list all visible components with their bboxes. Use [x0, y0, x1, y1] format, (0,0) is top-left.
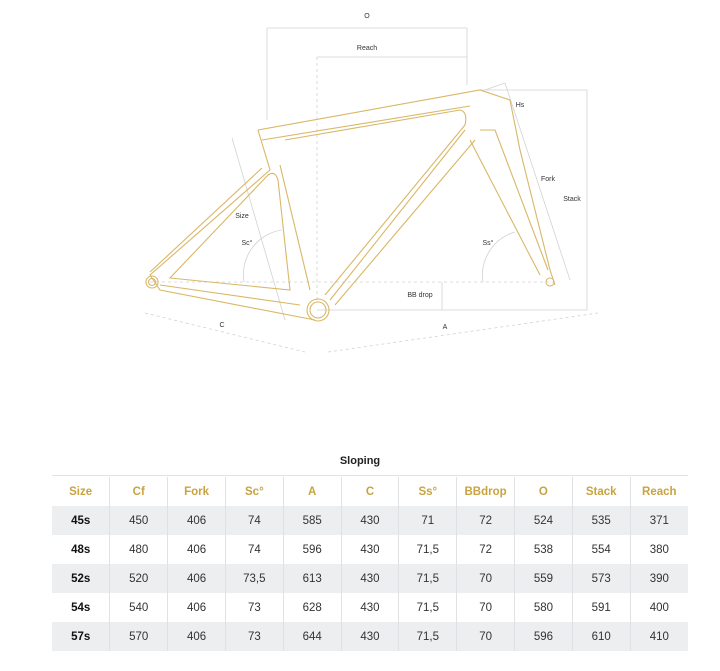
cell: 70 — [457, 622, 515, 651]
cell: 406 — [168, 506, 226, 535]
cell: 70 — [457, 564, 515, 593]
cell: 406 — [168, 564, 226, 593]
cell: 585 — [283, 506, 341, 535]
label-ss: Ss° — [482, 240, 494, 247]
cell: 371 — [630, 506, 688, 535]
column-header-fork: Fork — [168, 477, 226, 506]
cell: 628 — [283, 593, 341, 622]
cell: 72 — [457, 535, 515, 564]
cell: 613 — [283, 564, 341, 593]
cell: 406 — [168, 622, 226, 651]
label-bb-drop: BB drop — [407, 292, 433, 299]
label-size: Size — [235, 213, 249, 220]
cell: 73 — [225, 593, 283, 622]
cell: 406 — [168, 593, 226, 622]
cell: 71,5 — [399, 622, 457, 651]
label-c: C — [219, 322, 225, 329]
geometry-table — [52, 477, 688, 651]
cell: 580 — [515, 593, 573, 622]
label-a: A — [442, 324, 448, 331]
label-stack: Stack — [563, 196, 581, 203]
cell: 410 — [630, 622, 688, 651]
cell: 591 — [572, 593, 630, 622]
label-reach: Reach — [356, 45, 378, 52]
cell: 406 — [168, 535, 226, 564]
table-row — [52, 535, 688, 564]
cell: 570 — [110, 622, 168, 651]
label-fork: Fork — [541, 176, 555, 183]
label-hs: Hs — [515, 102, 525, 109]
table-row — [52, 622, 688, 651]
table-row — [52, 564, 688, 593]
cell: 573 — [572, 564, 630, 593]
cell: 540 — [110, 593, 168, 622]
column-header-reach: Reach — [630, 477, 688, 506]
cell: 73,5 — [225, 564, 283, 593]
cell: 559 — [515, 564, 573, 593]
cell: 430 — [341, 593, 399, 622]
cell: 71,5 — [399, 564, 457, 593]
cell: 71,5 — [399, 535, 457, 564]
cell: 430 — [341, 535, 399, 564]
cell-size: 52s — [52, 564, 110, 593]
cell: 430 — [341, 506, 399, 535]
cell-size: 57s — [52, 622, 110, 651]
table-header-row — [52, 477, 688, 506]
label-o: O — [364, 13, 370, 20]
cell: 535 — [572, 506, 630, 535]
cell: 430 — [341, 622, 399, 651]
cell: 610 — [572, 622, 630, 651]
column-header-ss: Ss° — [399, 477, 457, 506]
cell: 450 — [110, 506, 168, 535]
table-title: Sloping — [339, 455, 381, 467]
cell: 596 — [515, 622, 573, 651]
column-header-size: Size — [52, 477, 110, 506]
title-divider — [52, 475, 688, 476]
cell: 400 — [630, 593, 688, 622]
cell: 538 — [515, 535, 573, 564]
cell: 644 — [283, 622, 341, 651]
cell-size: 48s — [52, 535, 110, 564]
column-header-cf: Cf — [110, 477, 168, 506]
cell-size: 45s — [52, 506, 110, 535]
cell: 596 — [283, 535, 341, 564]
table-row — [52, 593, 688, 622]
column-header-bbdrop: BBdrop — [457, 477, 515, 506]
column-header-sc: Sc° — [225, 477, 283, 506]
cell: 74 — [225, 535, 283, 564]
cell: 71 — [399, 506, 457, 535]
column-header-o: O — [515, 477, 573, 506]
cell: 380 — [630, 535, 688, 564]
column-header-stack: Stack — [572, 477, 630, 506]
cell: 71,5 — [399, 593, 457, 622]
cell: 72 — [457, 506, 515, 535]
cell: 73 — [225, 622, 283, 651]
column-header-c: C — [341, 477, 399, 506]
cell: 480 — [110, 535, 168, 564]
label-sc: Sc° — [241, 240, 253, 247]
cell: 524 — [515, 506, 573, 535]
cell: 520 — [110, 564, 168, 593]
table-row — [52, 506, 688, 535]
cell: 390 — [630, 564, 688, 593]
cell: 74 — [225, 506, 283, 535]
cell: 554 — [572, 535, 630, 564]
cell: 430 — [341, 564, 399, 593]
column-header-a: A — [283, 477, 341, 506]
cell-size: 54s — [52, 593, 110, 622]
cell: 70 — [457, 593, 515, 622]
